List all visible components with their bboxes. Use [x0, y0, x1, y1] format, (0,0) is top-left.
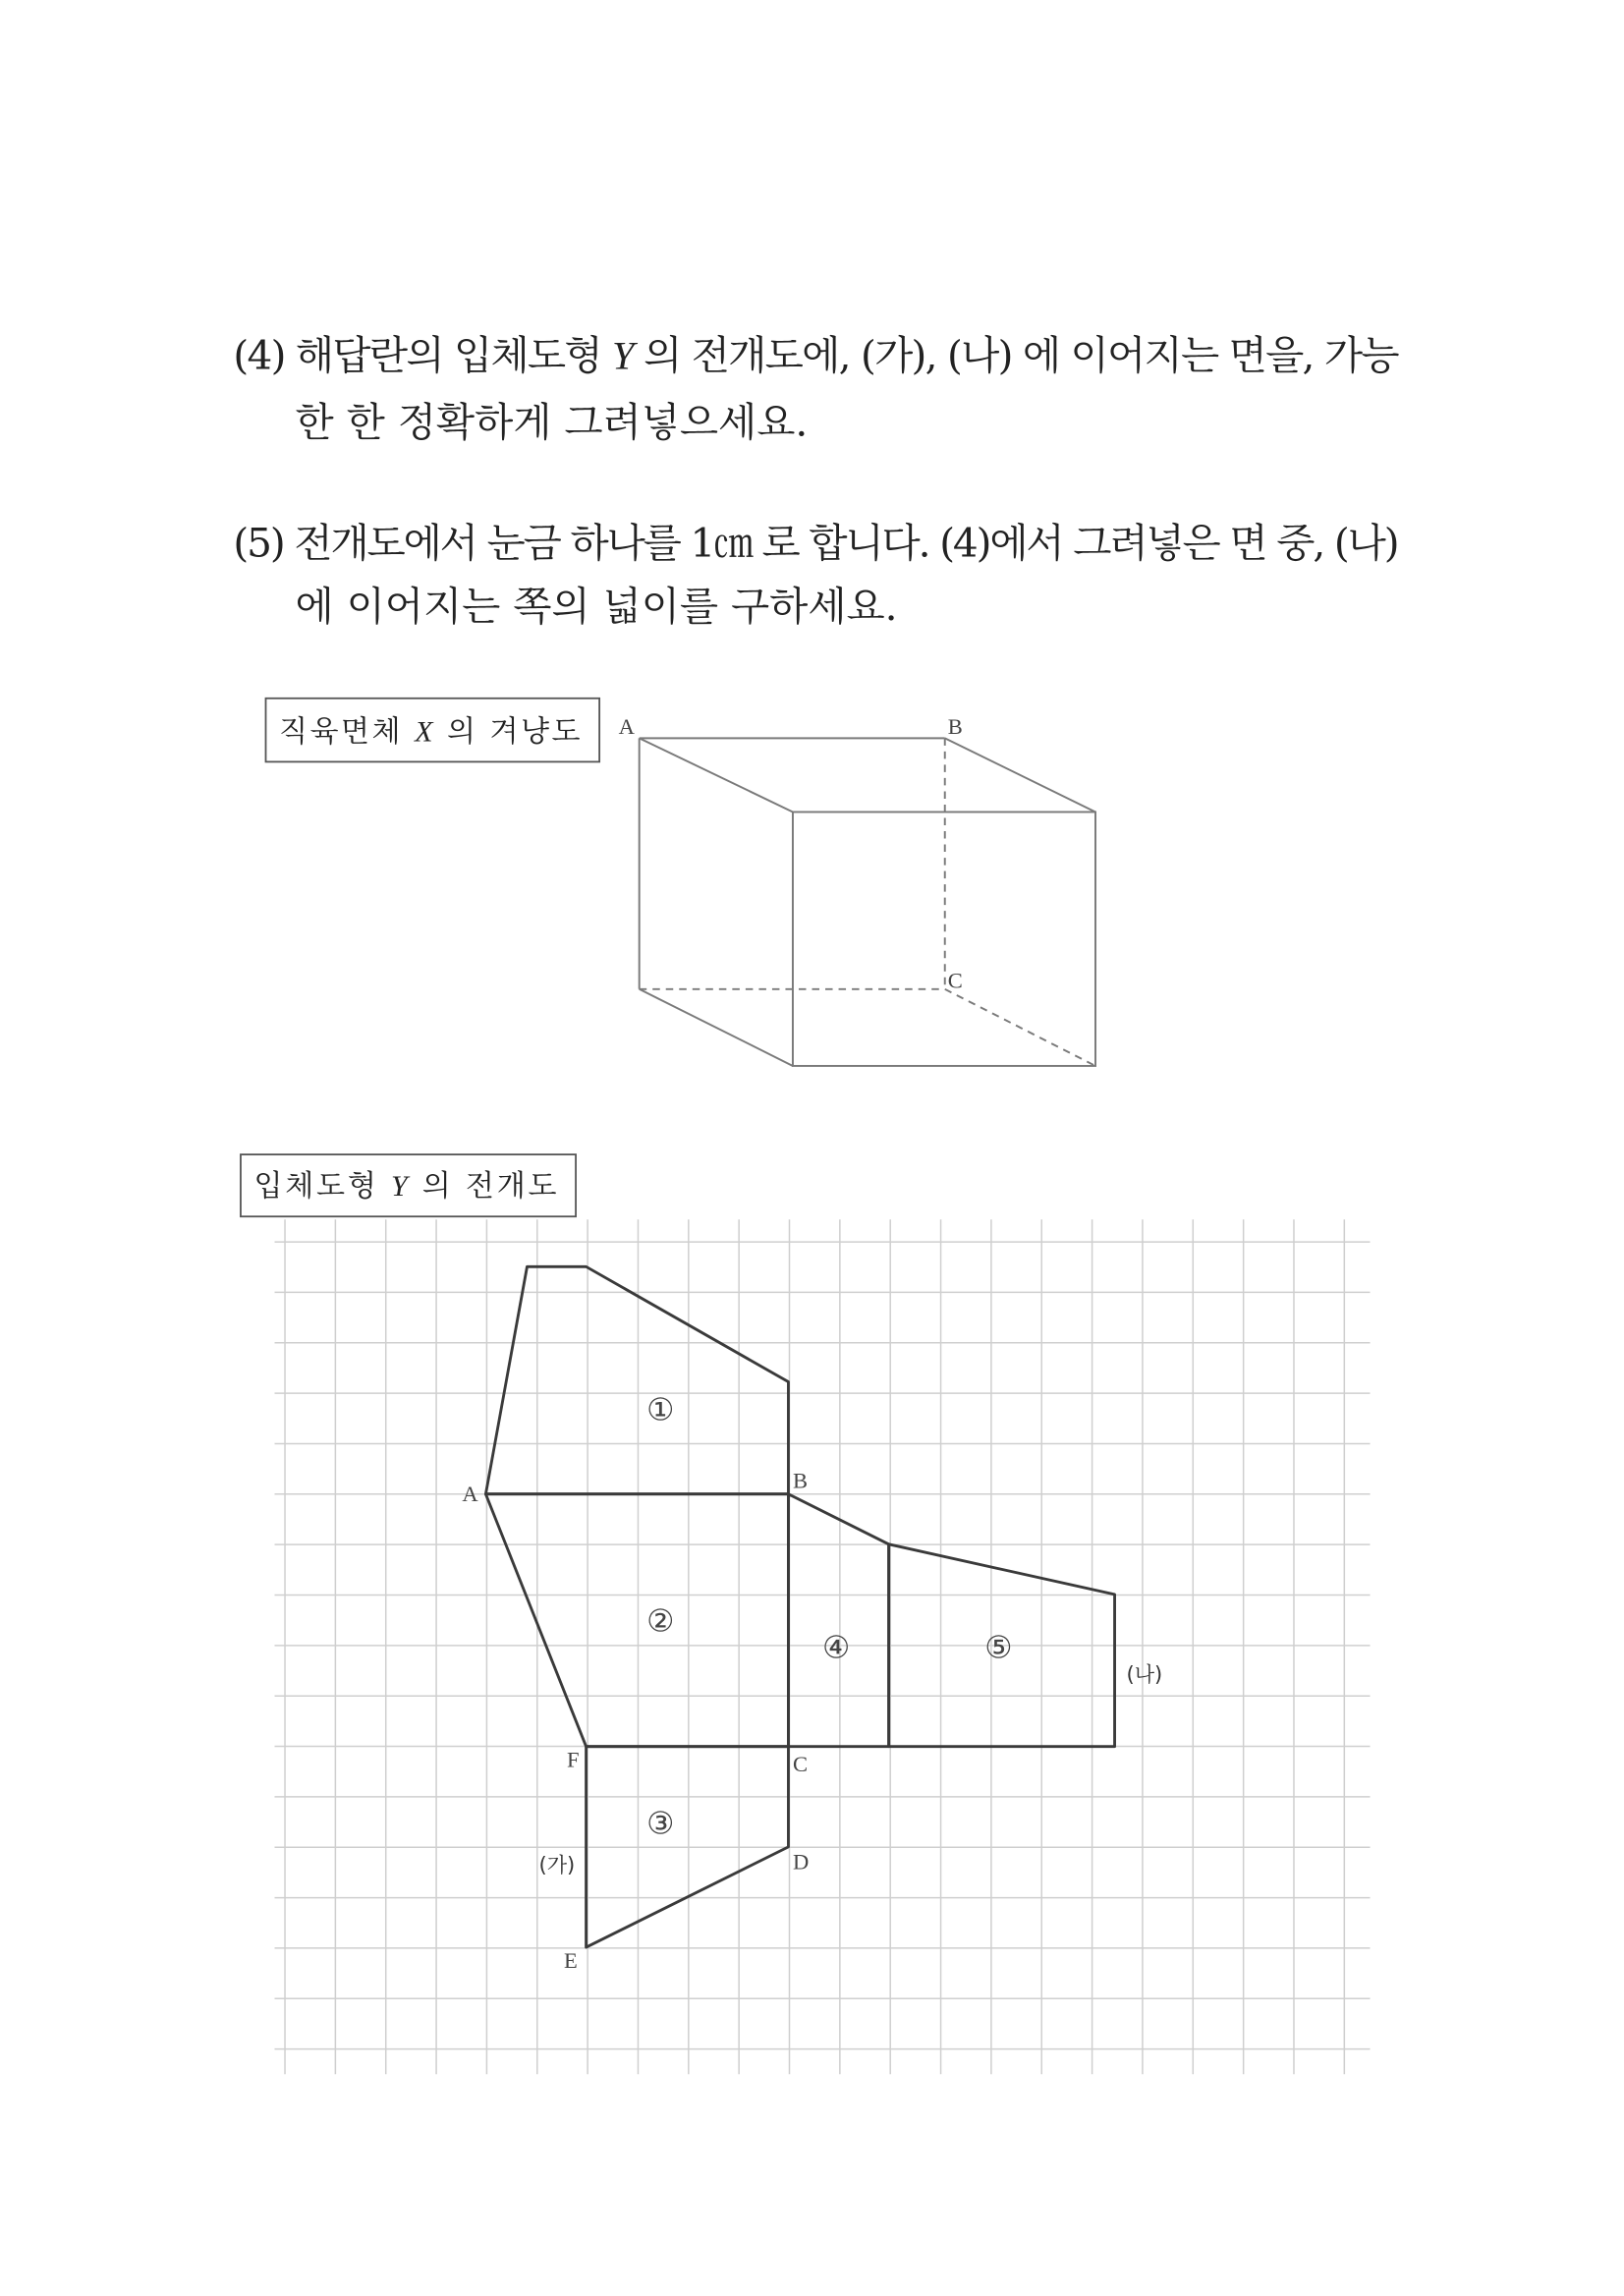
cube-vertex-label-b: B — [947, 713, 963, 739]
net-vertex-label-d: D — [792, 1849, 810, 1875]
net-vertex-label-e: E — [564, 1948, 578, 1974]
net-vertex-label-b: B — [792, 1468, 808, 1493]
face-label-5: ⑤ — [984, 1630, 1013, 1666]
cube-caption-text — [279, 714, 581, 749]
cube-caption-variable: X — [415, 714, 433, 749]
question-4-variable: Y — [612, 333, 635, 378]
face-label-2: ② — [646, 1603, 675, 1640]
face-label-1: ① — [646, 1392, 675, 1428]
net-caption-variable: Y — [390, 1169, 408, 1204]
question-4-line-1 — [233, 332, 1399, 379]
net-caption-text — [253, 1169, 556, 1204]
net-vertex-label-c: C — [792, 1752, 808, 1777]
face-label-3: ③ — [646, 1806, 675, 1842]
edge-label-na: (나) — [1126, 1661, 1163, 1687]
net-caption-prefix: 입체도형 — [253, 1169, 389, 1204]
cube-caption — [266, 699, 600, 762]
face-label-4: ④ — [822, 1630, 851, 1666]
question-4-suffix: 의 전개도에, (가), (나) 에 이어지는 면을, 가능 — [632, 331, 1400, 379]
net-vertex-label-f: F — [567, 1747, 580, 1772]
cube-caption-prefix: 직육면체 — [279, 714, 413, 750]
net-vertex-label-a: A — [462, 1482, 478, 1507]
edge-label-ga: (가) — [538, 1852, 576, 1877]
cube-vertex-label-c: C — [947, 968, 963, 993]
question-5-line-1: (5) 전개도에서 눈금 하나를 1㎝ 로 합니다. (4)에서 그려넣은 면 중, (나) — [233, 519, 1400, 567]
net-caption-suffix: 의 전개도 — [410, 1169, 557, 1204]
cube-caption-suffix: 의 겨냥도 — [434, 714, 581, 750]
question-4-prefix: (4) 해답란의 입체도형 — [233, 331, 614, 379]
question-4-line-2: 한 한 정확하게 그려넣으세요. — [295, 398, 809, 446]
net-caption — [241, 1154, 576, 1216]
cube-vertex-label-a: A — [618, 713, 635, 739]
question-5-line-2: 에 이어지는 쪽의 넓이를 구하세요. — [295, 583, 898, 631]
